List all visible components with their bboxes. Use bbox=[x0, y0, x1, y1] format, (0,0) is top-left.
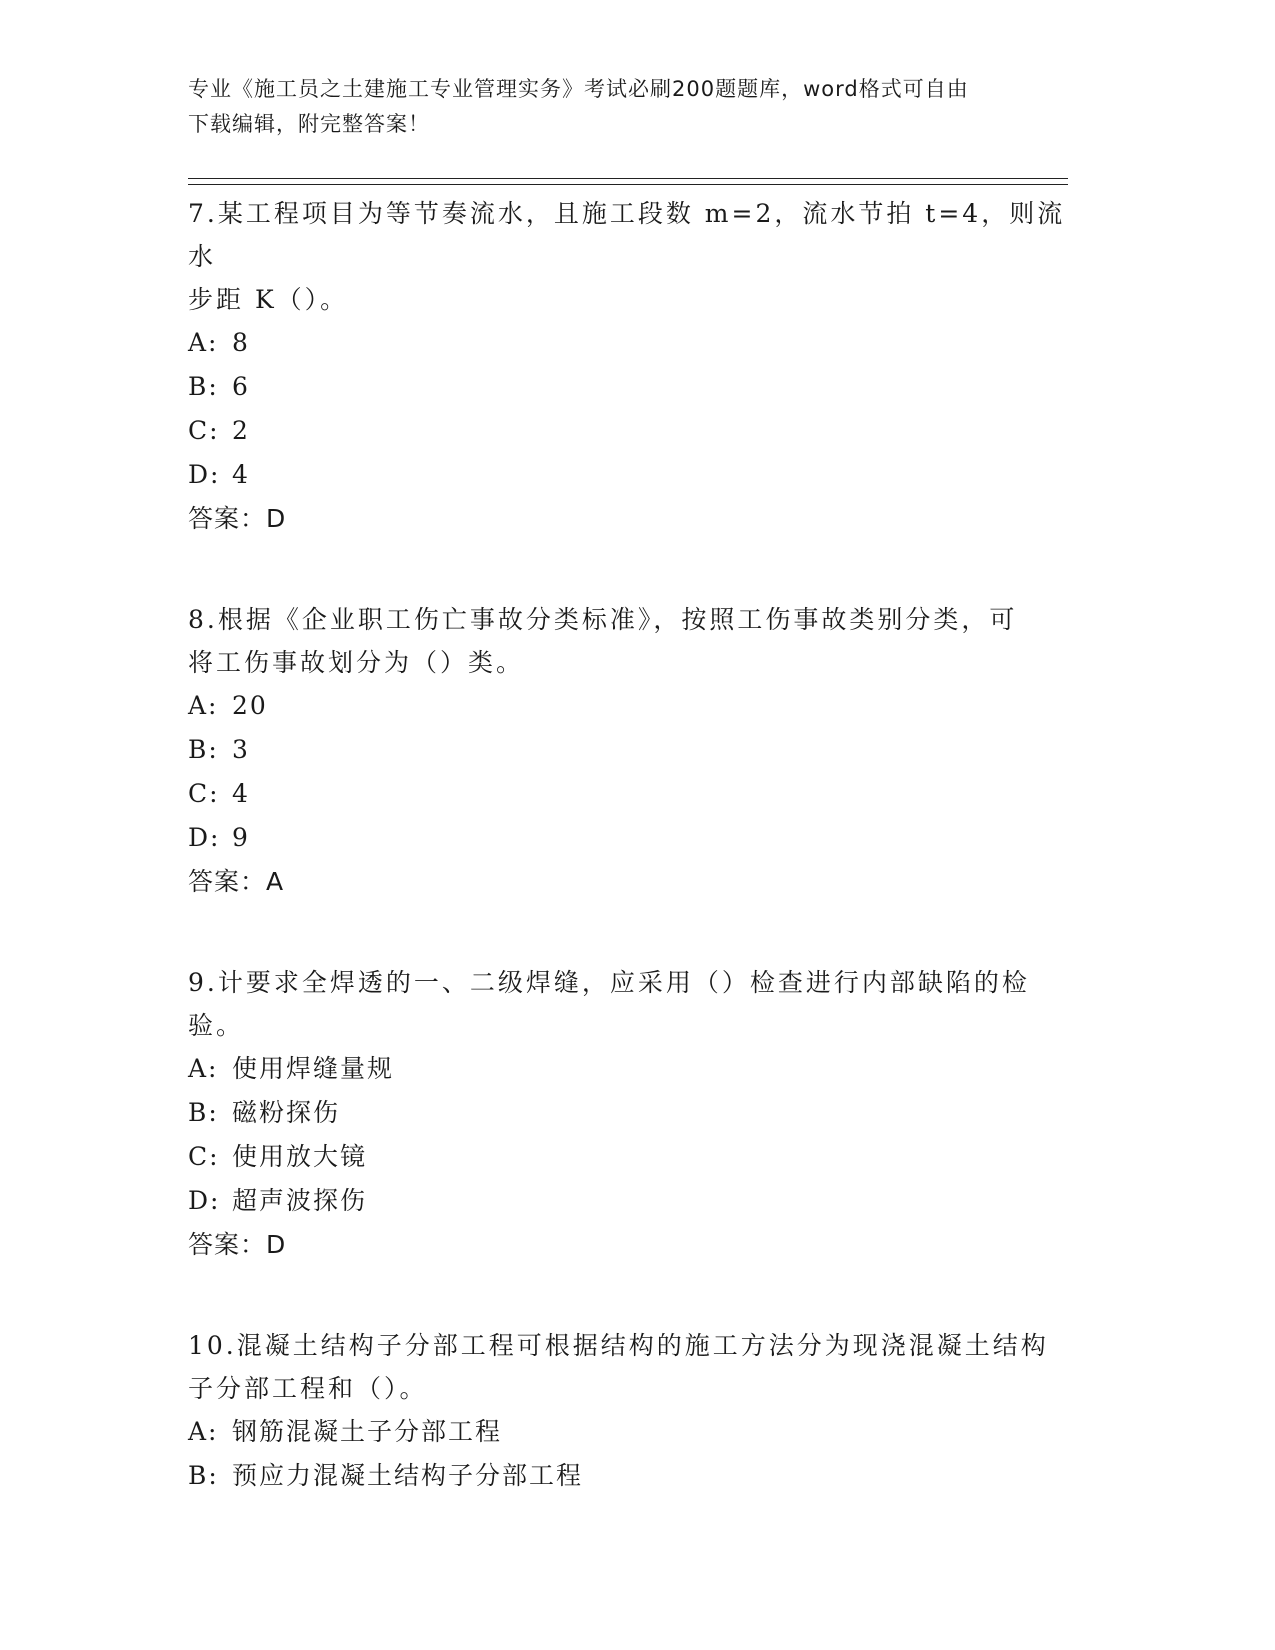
question-spacer bbox=[188, 1267, 1068, 1317]
option-text: 使用放大镜 bbox=[232, 1142, 368, 1171]
option-c bbox=[188, 409, 1068, 453]
question-10 bbox=[188, 1317, 1068, 1498]
option-d bbox=[188, 453, 1068, 497]
option-letter: B: bbox=[188, 735, 219, 764]
option-b bbox=[188, 365, 1068, 409]
option-text: 4 bbox=[232, 779, 250, 808]
option-letter: C: bbox=[188, 779, 220, 808]
option-letter: D: bbox=[188, 460, 221, 489]
option-b bbox=[188, 728, 1068, 772]
question-stem bbox=[188, 1317, 1068, 1410]
question-stem bbox=[188, 954, 1068, 1047]
option-text: 6 bbox=[232, 372, 250, 401]
option-text: 20 bbox=[232, 691, 268, 720]
question-stem-line-2: 验。 bbox=[188, 1011, 245, 1040]
document-header bbox=[188, 72, 1068, 142]
option-letter: A: bbox=[188, 1417, 219, 1446]
answer-line: 答案：A bbox=[188, 867, 285, 896]
header-double-rule bbox=[188, 178, 1068, 185]
option-text: 2 bbox=[232, 416, 250, 445]
option-a bbox=[188, 321, 1068, 365]
answer-line: 答案：D bbox=[188, 504, 287, 533]
option-letter: D: bbox=[188, 1186, 221, 1215]
question-stem-line-2: 将工伤事故划分为（）类。 bbox=[188, 648, 525, 677]
option-text: 3 bbox=[232, 735, 250, 764]
option-text: 使用焊缝量规 bbox=[232, 1054, 395, 1083]
option-letter: C: bbox=[188, 416, 220, 445]
option-letter: B: bbox=[188, 372, 219, 401]
question-stem-line-1: 8.根据《企业职工伤亡事故分类标准》，按照工伤事故类别分类，可 bbox=[188, 605, 1018, 634]
question-7 bbox=[188, 185, 1068, 541]
option-letter: A: bbox=[188, 1054, 219, 1083]
option-b bbox=[188, 1091, 1068, 1135]
question-stem-line-1: 7.某工程项目为等节奏流水，且施工段数 m=2，流水节拍 t=4，则流水 bbox=[188, 199, 1066, 271]
answer-line: 答案：D bbox=[188, 1230, 287, 1259]
question-stem-line-1: 9.计要求全焊透的一、二级焊缝，应采用（）检查进行内部缺陷的检 bbox=[188, 968, 1030, 997]
question-stem-line-2: 步距 K（）。 bbox=[188, 285, 349, 314]
option-text: 9 bbox=[232, 823, 250, 852]
option-text: 8 bbox=[232, 328, 250, 357]
question-8 bbox=[188, 591, 1068, 904]
option-text: 磁粉探伤 bbox=[232, 1098, 341, 1127]
option-letter: C: bbox=[188, 1142, 220, 1171]
document-page bbox=[188, 72, 1068, 1498]
option-c bbox=[188, 1135, 1068, 1179]
option-letter: A: bbox=[188, 691, 219, 720]
option-letter: A: bbox=[188, 328, 219, 357]
option-text: 4 bbox=[232, 460, 250, 489]
option-text: 超声波探伤 bbox=[232, 1186, 368, 1215]
option-a bbox=[188, 684, 1068, 728]
option-letter: B: bbox=[188, 1098, 219, 1127]
question-stem bbox=[188, 185, 1068, 321]
option-letter: D: bbox=[188, 823, 221, 852]
question-stem bbox=[188, 591, 1068, 684]
header-line-2: 下载编辑，附完整答案！ bbox=[188, 112, 430, 136]
question-stem-line-1: 10.混凝土结构子分部工程可根据结构的施工方法分为现浇混凝土结构 bbox=[188, 1331, 1049, 1360]
header-line-1: 专业《施工员之土建施工专业管理实务》考试必刷200题题库，word格式可自由 bbox=[188, 77, 969, 101]
option-d bbox=[188, 816, 1068, 860]
option-b bbox=[188, 1454, 1068, 1498]
option-c bbox=[188, 772, 1068, 816]
option-letter: B: bbox=[188, 1461, 219, 1490]
option-text: 预应力混凝土结构子分部工程 bbox=[232, 1461, 584, 1490]
option-text: 钢筋混凝土子分部工程 bbox=[232, 1417, 503, 1446]
question-9 bbox=[188, 954, 1068, 1267]
option-a bbox=[188, 1410, 1068, 1454]
question-spacer bbox=[188, 904, 1068, 954]
question-spacer bbox=[188, 541, 1068, 591]
option-a bbox=[188, 1047, 1068, 1091]
option-d bbox=[188, 1179, 1068, 1223]
question-stem-line-2: 子分部工程和（）。 bbox=[188, 1374, 428, 1403]
